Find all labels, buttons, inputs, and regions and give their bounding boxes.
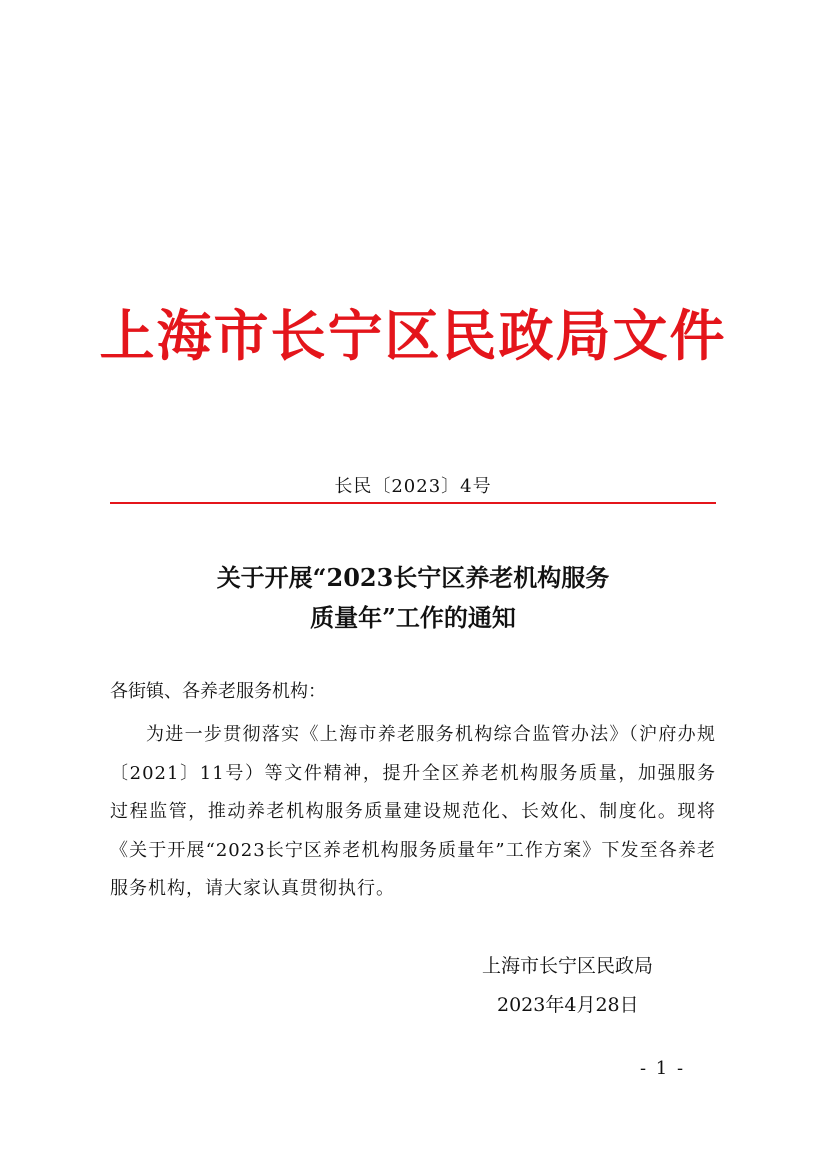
body-paragraph: 为进一步贯彻落实《上海市养老服务机构综合监管办法》（沪府办规〔2021〕11号）等文件精神，提升全区养老机构服务质量，加强服务过程监管，推动养老机构服务质量建设规范化、长效化、制度化。现将《关于开展“2023长宁区养老机构服务质量年”工作方案》下发至各养老服务机构，请大家认真贯彻执行。 bbox=[110, 724, 716, 899]
salutation: 各街镇、各养老服务机构： bbox=[110, 681, 326, 702]
document-title-line-2: 质量年”工作的通知 bbox=[310, 603, 516, 632]
document-title bbox=[0, 558, 826, 638]
document-title-line-1: 关于开展“2023长宁区养老机构服务 bbox=[216, 563, 610, 592]
document-header-title: 上海市长宁区民政局文件 bbox=[99, 303, 727, 368]
issuer-signature: 上海市长宁区民政局 bbox=[482, 955, 654, 977]
issue-date: 2023年4月28日 bbox=[497, 994, 639, 1016]
document-number: 长民〔2023〕4号 bbox=[334, 476, 492, 497]
page-number: - 1 - bbox=[640, 1058, 686, 1079]
red-divider-line bbox=[110, 502, 716, 504]
